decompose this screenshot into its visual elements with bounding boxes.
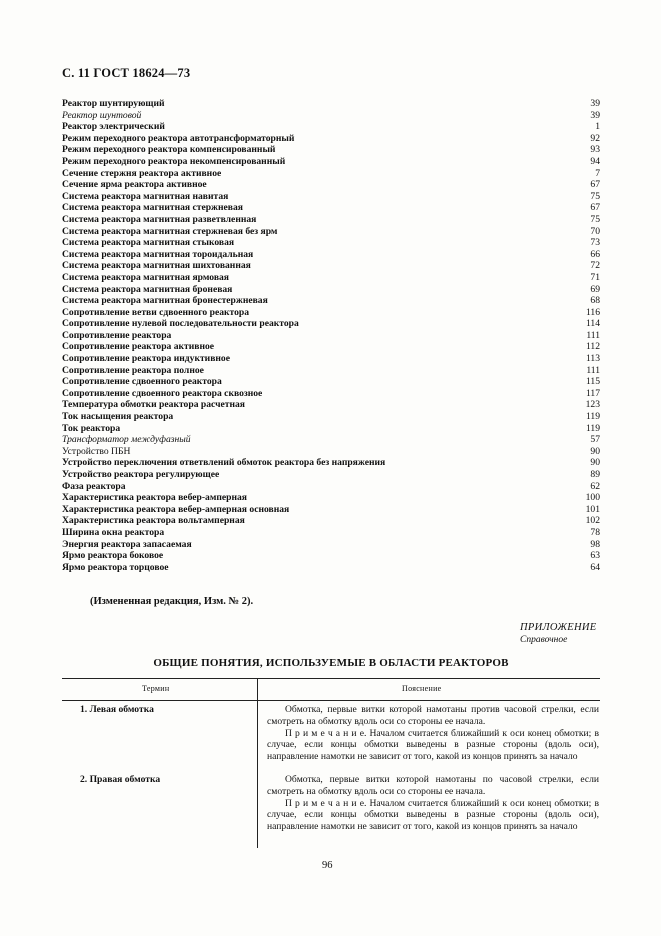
index-term: Сопротивление реактора	[62, 329, 172, 341]
index-page-ref: 117	[585, 387, 600, 399]
index-page-ref: 1	[595, 121, 600, 133]
index-entry	[62, 226, 600, 238]
table-header-border	[62, 700, 600, 701]
index-term: Ток насыщения реактора	[62, 411, 174, 423]
index-page-ref: 115	[585, 376, 600, 388]
index-term: Система реактора магнитная стержневая	[62, 202, 243, 214]
index-entry	[62, 237, 600, 249]
index-page-ref: 90	[590, 457, 600, 469]
index-entry	[62, 121, 600, 133]
appendix-subtitle: Справочное	[520, 635, 568, 645]
index-entry	[62, 515, 600, 527]
index-term: Система реактора магнитная стыковая	[62, 237, 235, 249]
index-page-ref: 93	[590, 144, 600, 156]
index-entry	[62, 492, 600, 504]
index-page-ref: 116	[585, 306, 600, 318]
index-page-ref: 90	[590, 445, 600, 457]
page-header: С. 11 ГОСТ 18624—73	[62, 66, 191, 80]
definition-text: Обмотка, первые витки которой намотаны против часовой стрелки, если смотреть на обмотку вдоль оси со стороны ее начала.	[267, 704, 599, 727]
index-entry	[62, 202, 600, 214]
index-entry	[62, 110, 600, 122]
index-entry	[62, 388, 600, 400]
index-page-ref: 69	[590, 283, 600, 295]
index-entry	[62, 179, 600, 191]
index-term: Трансформатор междуфазный	[62, 434, 191, 446]
index-term: Система реактора магнитная ярмовая	[62, 271, 230, 283]
definition-text: Обмотка, первые витки которой намотаны по часовой стрелки, если смотреть на обмотку вдоль оси со стороны ее начала.	[267, 774, 599, 797]
index-term: Сечение ярма реактора активное	[62, 179, 207, 191]
index-page-ref: 114	[585, 318, 600, 330]
table-row-explanation	[267, 774, 599, 833]
index-term: Устройство реактора регулирующее	[62, 469, 220, 480]
index-entry	[62, 539, 600, 551]
index-entry	[62, 295, 600, 307]
table-header-divider	[257, 678, 258, 700]
term-index	[62, 98, 600, 573]
table-row-explanation	[267, 704, 599, 763]
index-term: Режим переходного реактора автотрансформаторный	[62, 132, 295, 144]
table-top-border	[62, 678, 600, 679]
index-page-ref: 62	[590, 480, 600, 492]
index-page-ref: 102	[585, 515, 600, 527]
index-page-ref: 75	[590, 190, 600, 202]
index-page-ref: 89	[590, 469, 600, 480]
index-page-ref: 94	[590, 155, 600, 167]
index-term: Система реактора магнитная броневая	[62, 283, 233, 295]
index-page-ref: 67	[590, 179, 600, 191]
index-term: Температура обмотки реактора расчетная	[62, 399, 245, 411]
index-entry	[62, 168, 600, 180]
index-term: Характеристика реактора вебер-амперная основная	[62, 503, 290, 515]
index-page-ref: 78	[590, 526, 600, 538]
index-term: Сопротивление реактора полное	[62, 364, 204, 376]
index-term: Характеристика реактора вебер-амперная	[62, 492, 247, 504]
index-page-ref: 75	[590, 213, 600, 225]
index-term: Характеристика реактора вольтамперная	[62, 515, 245, 527]
index-page-ref: 39	[590, 98, 600, 109]
terms-table	[62, 678, 600, 848]
index-entry	[62, 504, 600, 516]
index-entry	[62, 376, 600, 388]
index-term: Сопротивление сдвоенного реактора	[62, 376, 222, 388]
index-term: Ярмо реактора торцовое	[62, 561, 169, 573]
index-entry	[62, 365, 600, 377]
index-entry	[62, 411, 600, 423]
index-entry	[62, 562, 600, 574]
index-entry	[62, 341, 600, 353]
index-entry	[62, 481, 600, 493]
index-term: Сопротивление реактора активное	[62, 341, 215, 353]
index-entry	[62, 144, 600, 156]
index-page-ref: 101	[585, 503, 600, 515]
index-entry	[62, 98, 600, 110]
index-page-ref: 112	[585, 341, 600, 353]
index-entry	[62, 330, 600, 342]
index-entry	[62, 191, 600, 203]
table-row-term: 1. Левая обмотка	[80, 704, 154, 715]
amendment-note: (Измененная редакция, Изм. № 2).	[90, 596, 254, 607]
index-entry	[62, 527, 600, 539]
page-number: 96	[322, 860, 333, 871]
index-entry	[62, 133, 600, 145]
index-entry	[62, 214, 600, 226]
index-entry	[62, 156, 600, 168]
index-term: Сечение стержня реактора активное	[62, 167, 222, 179]
index-page-ref: 71	[590, 271, 600, 283]
index-page-ref: 64	[590, 561, 600, 573]
index-term: Сопротивление реактора индуктивное	[62, 353, 230, 365]
index-page-ref: 72	[590, 260, 600, 272]
index-page-ref: 67	[590, 202, 600, 214]
index-page-ref: 66	[590, 248, 600, 260]
index-page-ref: 70	[590, 225, 600, 237]
index-term: Ширина окна реактора	[62, 526, 165, 538]
index-page-ref: 92	[590, 132, 600, 144]
index-term: Режим переходного реактора компенсированный	[62, 144, 276, 156]
table-row-term: 2. Правая обмотка	[80, 774, 161, 785]
index-entry	[62, 457, 600, 469]
appendix-title: ПРИЛОЖЕНИЕ	[520, 622, 597, 633]
index-page-ref: 57	[590, 434, 600, 446]
index-entry	[62, 423, 600, 435]
index-term: Реактор электрический	[62, 121, 165, 133]
index-page-ref: 113	[585, 353, 600, 365]
index-term: Устройство переключения ответвлений обмоток реактора без напряжения	[62, 457, 386, 469]
index-term: Фаза реактора	[62, 480, 126, 492]
index-entry	[62, 399, 600, 411]
index-page-ref: 63	[590, 550, 600, 562]
index-entry	[62, 353, 600, 365]
index-entry	[62, 272, 600, 284]
index-entry	[62, 307, 600, 319]
index-term: Ярмо реактора боковое	[62, 550, 164, 562]
index-term: Ток реактора	[62, 422, 121, 434]
index-entry	[62, 434, 600, 446]
index-page-ref: 7	[595, 167, 600, 179]
index-term: Система реактора магнитная стержневая без ярм	[62, 225, 278, 237]
index-page-ref: 100	[585, 492, 600, 504]
index-term: Сопротивление сдвоенного реактора сквозное	[62, 387, 263, 399]
column-header-term: Термин	[142, 684, 170, 693]
index-term: Система реактора магнитная разветвленная	[62, 213, 257, 225]
index-entry	[62, 249, 600, 261]
index-page-ref: 68	[590, 295, 600, 307]
index-entry	[62, 550, 600, 562]
index-page-ref: 39	[590, 109, 600, 121]
index-page-ref: 73	[590, 237, 600, 249]
index-term: Система реактора магнитная шихтованная	[62, 260, 251, 272]
index-term: Система реактора магнитная бронестержневая	[62, 295, 268, 307]
index-entry	[62, 469, 600, 481]
index-term: Режим переходного реактора некомпенсированный	[62, 155, 286, 167]
index-entry	[62, 318, 600, 330]
index-term: Устройство ПБН	[62, 445, 131, 457]
note-text: П р и м е ч а н и е. Началом считается ближайший к оси конец обмотки; в случае, если концы обмотки выведены в разные стороны (вдоль оси), направление намотки не зависит от того, какой из концов принять за начало	[267, 797, 599, 833]
section-title: ОБЩИЕ ПОНЯТИЯ, ИСПОЛЬЗУЕМЫЕ В ОБЛАСТИ РЕАКТОРОВ	[153, 657, 509, 669]
index-term: Сопротивление ветви сдвоенного реактора	[62, 306, 250, 318]
index-term: Система реактора магнитная навитая	[62, 190, 229, 202]
index-entry	[62, 284, 600, 296]
index-page-ref: 111	[586, 364, 600, 376]
index-page-ref: 98	[590, 538, 600, 550]
index-page-ref: 111	[586, 329, 600, 341]
index-term: Реактор шунтовой	[62, 109, 142, 121]
index-term: Реактор шунтирующий	[62, 98, 165, 109]
index-entry	[62, 446, 600, 458]
table-column-divider	[257, 700, 258, 848]
index-page-ref: 123	[585, 399, 600, 411]
note-text: П р и м е ч а н и е. Началом считается ближайший к оси конец обмотки; в случае, если концы обмотки выведены в разные стороны (вдоль оси), направление намотки не зависит от того, какой из концов принять за начало	[267, 727, 599, 763]
index-term: Сопротивление нулевой последовательности реактора	[62, 318, 299, 330]
index-term: Энергия реактора запасаемая	[62, 538, 192, 550]
index-page-ref: 119	[585, 422, 600, 434]
index-page-ref: 119	[585, 411, 600, 423]
index-term: Система реактора магнитная тороидальная	[62, 248, 254, 260]
index-entry	[62, 260, 600, 272]
column-header-explanation: Пояснение	[402, 684, 442, 693]
